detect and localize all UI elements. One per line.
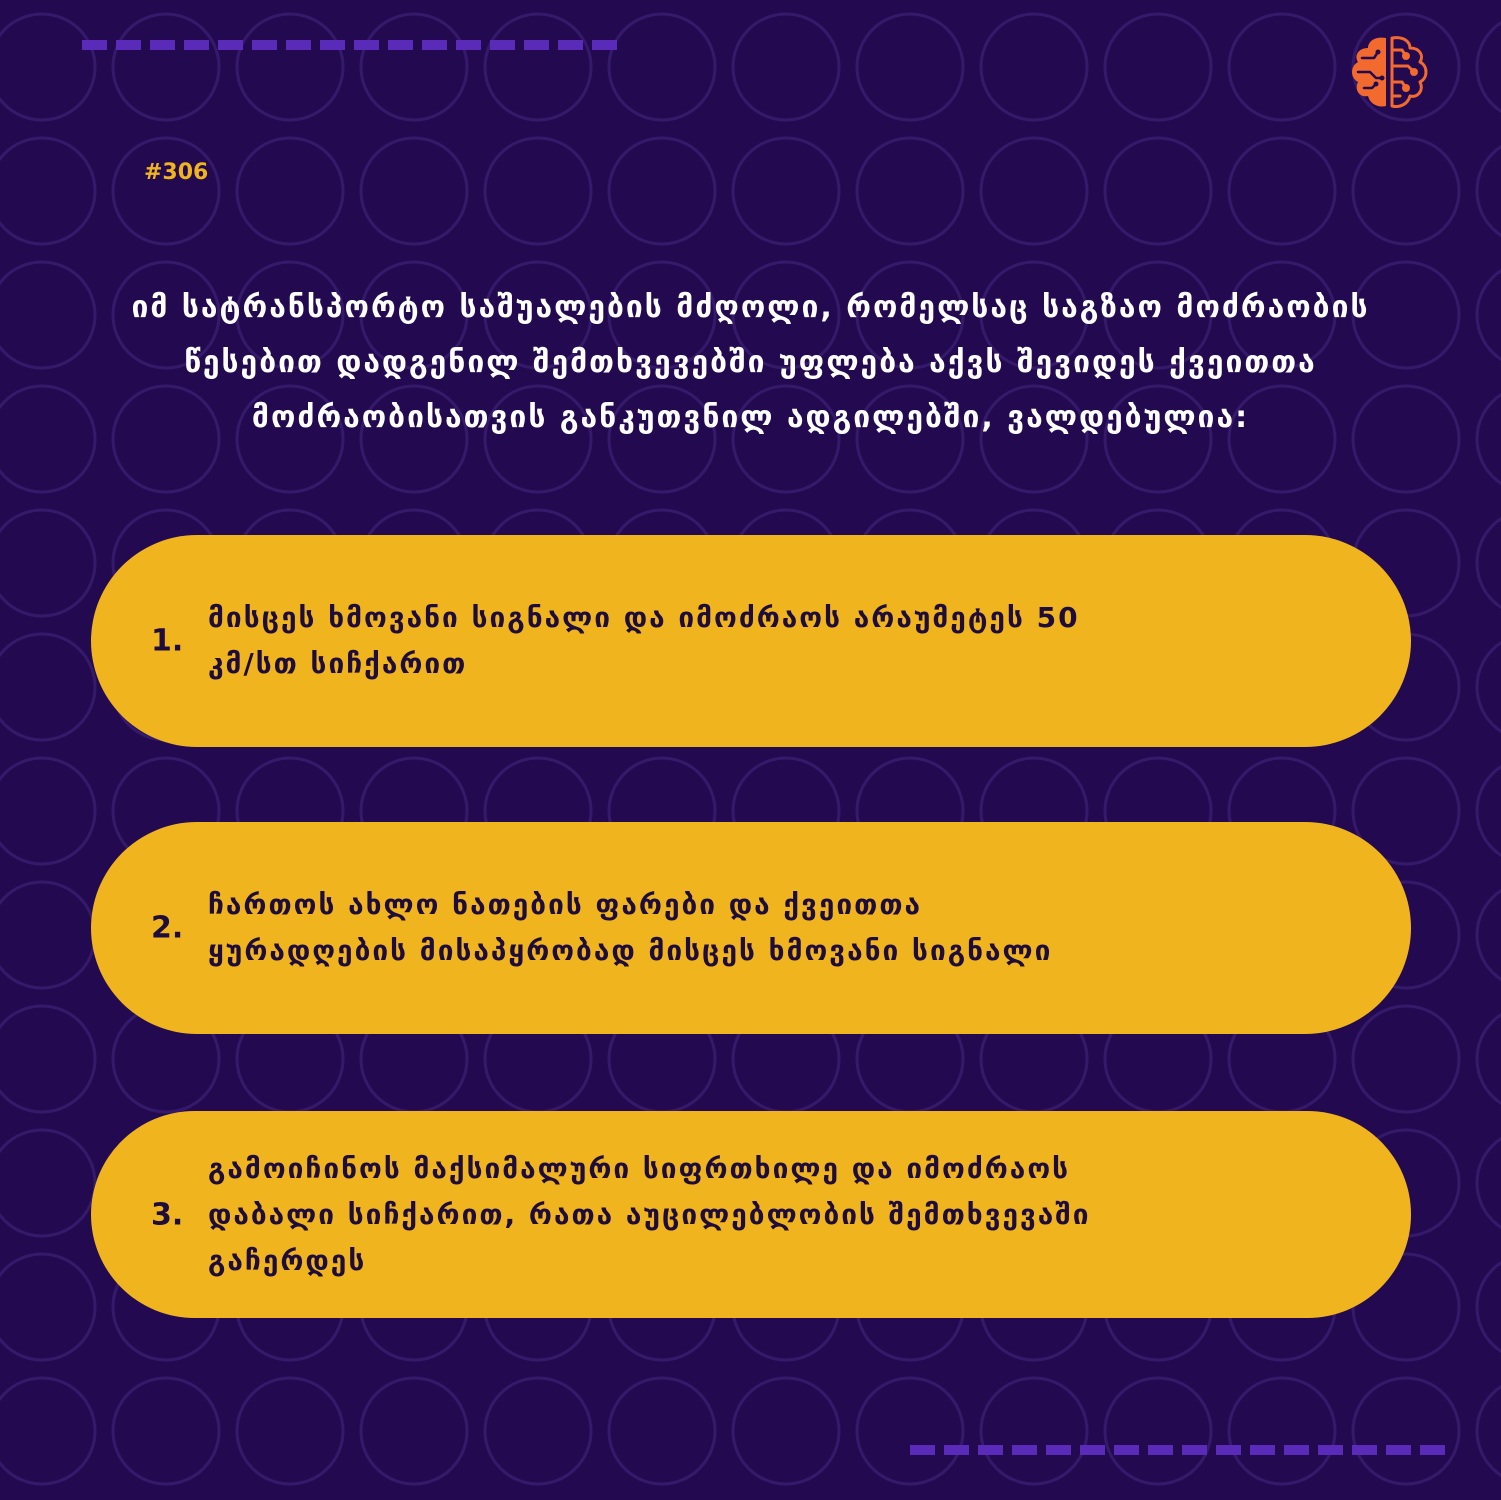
post-number: #306 (144, 160, 209, 185)
top-dash-decoration (82, 40, 617, 50)
answer-option-2[interactable] (91, 822, 1411, 1034)
question-text: იმ სატრანსპორტო საშუალების მძღოლი, რომელსაც საგზაო მოძრაობის წესებით დადგენილ შემთხვევებში უფლება აქვს შევიდეს ქვეითთა მოძრაობისათვის განკუთვნილ ადგილებში, ვალდებულია: (131, 290, 1370, 435)
answer-option-3[interactable] (91, 1111, 1411, 1318)
answer-option-1[interactable] (91, 535, 1411, 747)
answer-number: 2. (151, 910, 184, 946)
brain-circuit-icon (1346, 30, 1430, 114)
answer-text: ჩართოს ახლო ნათების ფარები და ქვეითთა ყურადღების მისაპყრობად მისცეს ხმოვანი სიგნალი (208, 888, 1053, 967)
answer-text: მისცეს ხმოვანი სიგნალი და იმოძრაოს არაუმეტეს 50 კმ/სთ სიჩქარით (208, 601, 1080, 680)
answer-number: 3. (151, 1197, 184, 1232)
answer-text: გამოიჩინოს მაქსიმალური სიფრთხილე და იმოძრაოს დაბალი სიჩქარით, რათა აუცილებლობის შემთხვევაში გაჩერდეს (208, 1151, 1091, 1277)
answer-number: 1. (151, 623, 184, 659)
bottom-dash-decoration (910, 1445, 1445, 1455)
